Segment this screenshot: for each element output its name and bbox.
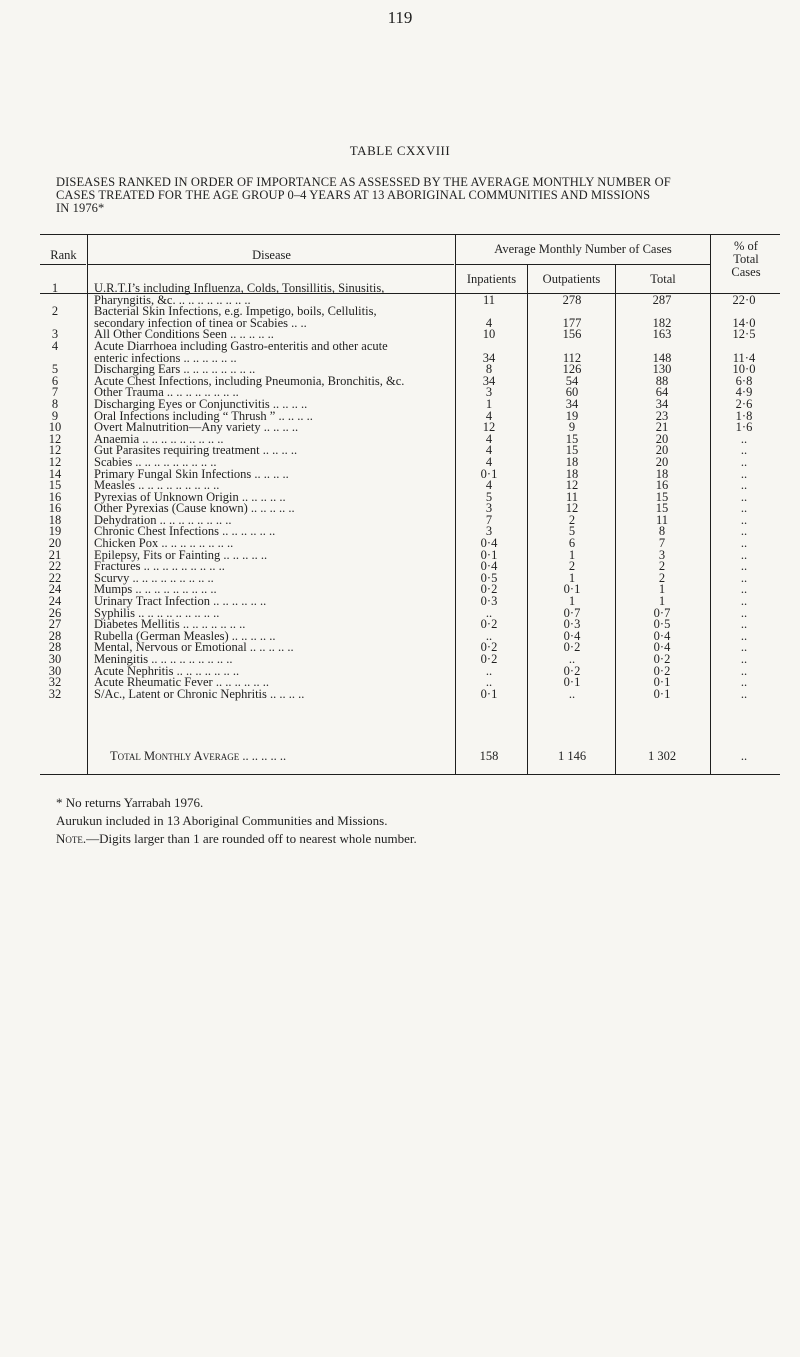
inpatients-cell: .. xyxy=(485,628,493,643)
total-cell: 0·1 xyxy=(653,675,671,690)
total-cell: 0·4 xyxy=(653,628,671,643)
inpatients-cell: .. xyxy=(485,605,493,620)
outpatients-cell: 112 xyxy=(562,350,582,365)
percent-cell: .. xyxy=(740,524,748,539)
footnote-note xyxy=(56,830,417,848)
total-cell: 20 xyxy=(655,431,669,446)
total-cell: 23 xyxy=(655,408,669,423)
total-cell: 15 xyxy=(655,501,669,516)
average-percent-divider xyxy=(710,234,711,774)
total-cell: 21 xyxy=(655,420,669,435)
total-cell: 2 xyxy=(658,559,666,574)
total-cell: 0·2 xyxy=(653,652,671,666)
percent-cell: .. xyxy=(740,594,748,609)
percent-cell: .. xyxy=(740,628,748,643)
percent-cell: .. xyxy=(740,663,748,678)
percent-cell: 2·6 xyxy=(735,396,753,411)
percent-cell: .. xyxy=(740,443,748,458)
rank-cell: 4 xyxy=(51,338,59,353)
inpatients-cell: 0·2 xyxy=(480,640,498,655)
inpatients-cell: 4 xyxy=(485,315,493,330)
total-percent: .. xyxy=(740,749,748,763)
outpatients-header: Outpatients xyxy=(542,272,601,286)
percent-cell: 6·8 xyxy=(735,373,753,388)
caption-line: IN 1976* xyxy=(56,201,105,215)
header-bottom-rule xyxy=(455,264,710,265)
percent-header xyxy=(712,240,780,279)
disease-line: Chronic Chest Infections .. .. .. .. .. .. xyxy=(94,524,276,539)
inpatients-cell: 3 xyxy=(485,385,493,400)
total-cell: 88 xyxy=(655,373,669,388)
inpatients-cell: 34 xyxy=(482,350,496,365)
footnote-asterisk: * No returns Yarrabah 1976. xyxy=(56,795,204,810)
percent-cell: .. xyxy=(740,536,748,551)
disease-line: Rubella (German Measles) .. .. .. .. .. xyxy=(94,628,276,643)
disease-line: Other Trauma .. .. .. .. .. .. .. .. xyxy=(94,385,239,400)
total-cell: 8 xyxy=(658,524,666,539)
disease-line: Scurvy .. .. .. .. .. .. .. .. .. xyxy=(94,570,214,585)
outpatients-cell: 156 xyxy=(562,327,582,342)
rank-cell: 30 xyxy=(48,652,62,666)
inpatients-cell: .. xyxy=(485,663,493,678)
outpatients-cell: 0·4 xyxy=(563,628,581,643)
percent-cell: .. xyxy=(740,652,748,666)
average-monthly-header: Average Monthly Number of Cases xyxy=(494,242,672,256)
inpatients-cell: 5 xyxy=(485,489,493,504)
disease-average-divider xyxy=(455,234,456,774)
rank-cell: 19 xyxy=(48,524,62,539)
rank-cell: 28 xyxy=(48,640,62,655)
rank-cell: 32 xyxy=(48,686,62,701)
total-inpatients: 158 xyxy=(479,749,499,763)
rank-cell: 14 xyxy=(48,466,62,481)
inpatients-outpatients-divider xyxy=(527,264,528,774)
outpatients-cell: 0·1 xyxy=(563,582,581,597)
disease-line: Discharging Eyes or Conjunctivitis .. .. .. .. xyxy=(94,396,308,411)
inpatients-cell: .. xyxy=(485,675,493,690)
inpatients-cell: 8 xyxy=(485,362,493,377)
rank-cell: 22 xyxy=(48,559,62,574)
disease-line: S/Ac., Latent or Chronic Nephritis .. .. .. .. xyxy=(94,686,305,701)
disease-line: Acute Diarrhoea including Gastro-enteritis and other acute xyxy=(94,338,388,353)
rank-cell: 20 xyxy=(48,536,62,551)
total-cell: 0·5 xyxy=(653,617,671,632)
inpatients-header: Inpatients xyxy=(466,272,517,286)
inpatients-cell: 0·3 xyxy=(480,594,498,609)
total-monthly-average-label: Total Monthly Average .. .. .. .. .. xyxy=(110,749,287,763)
percent-cell: .. xyxy=(740,617,748,632)
disease-line: Mumps .. .. .. .. .. .. .. .. .. xyxy=(94,582,217,597)
inpatients-column xyxy=(460,283,518,700)
disease-header: Disease xyxy=(252,248,291,262)
table-label: TABLE CXXVIII xyxy=(349,143,451,158)
inpatients-cell: 4 xyxy=(485,454,493,469)
total-cell: 20 xyxy=(655,443,669,458)
total-cell: 0·4 xyxy=(653,640,671,655)
rank-cell: 7 xyxy=(51,385,59,400)
percent-cell: .. xyxy=(740,605,748,620)
disease-line: Acute Rheumatic Fever .. .. .. .. .. .. xyxy=(94,675,269,690)
table-caption xyxy=(56,176,786,215)
inpatients-cell: 0·2 xyxy=(480,652,498,666)
total-cell: 163 xyxy=(652,327,672,342)
rank-cell: 3 xyxy=(51,327,59,342)
percent-cell: 4·9 xyxy=(735,385,753,400)
percent-header-line: Total xyxy=(733,252,759,266)
rank-disease-divider xyxy=(87,234,88,774)
outpatients-cell: 15 xyxy=(565,431,579,446)
total-cell: 11 xyxy=(655,512,669,527)
outpatients-cell: 0·1 xyxy=(563,675,581,690)
disease-line: Bacterial Skin Infections, e.g. Impetigo, boils, Cellulitis, xyxy=(94,304,377,319)
inpatients-cell: 4 xyxy=(485,443,493,458)
disease-line: Overt Malnutrition—Any variety .. .. .. .. xyxy=(94,420,299,435)
rank-cell: 12 xyxy=(48,431,62,446)
caption-line: CASES TREATED FOR THE AGE GROUP 0–4 YEARS AT 13 ABORIGINAL COMMUNITIES AND MISSIONS xyxy=(56,188,651,202)
rank-cell: 18 xyxy=(48,512,62,527)
inpatients-cell: 34 xyxy=(482,373,496,388)
table-top-rule xyxy=(40,234,780,235)
total-cell: 0·2 xyxy=(653,663,671,678)
rank-cell: 6 xyxy=(51,373,59,388)
inpatients-cell: 1 xyxy=(485,396,493,411)
outpatients-cell: 6 xyxy=(568,536,576,551)
header-bottom-rule-mid xyxy=(88,264,454,265)
outpatients-cell: 2 xyxy=(568,512,576,527)
percent-cell: .. xyxy=(740,582,748,597)
caption-line: DISEASES RANKED IN ORDER OF IMPORTANCE AS ASSESSED BY THE AVERAGE MONTHLY NUMBER OF xyxy=(56,175,671,189)
disease-column xyxy=(94,283,446,700)
rank-cell: 22 xyxy=(48,570,62,585)
inpatients-cell: 11 xyxy=(482,292,496,307)
percent-cell: .. xyxy=(740,466,748,481)
outpatients-cell: 11 xyxy=(565,489,579,504)
total-cell: 18 xyxy=(655,466,669,481)
total-cell: 15 xyxy=(655,489,669,504)
inpatients-cell: 0·1 xyxy=(480,466,498,481)
inpatients-cell: 4 xyxy=(485,408,493,423)
total-cell: 1 xyxy=(658,594,666,609)
outpatients-cell: 1 xyxy=(568,547,576,562)
disease-line: Urinary Tract Infection .. .. .. .. .. .. xyxy=(94,594,267,609)
disease-line: Pyrexias of Unknown Origin .. .. .. .. .. xyxy=(94,489,286,504)
total-cell: 1 xyxy=(658,582,666,597)
rank-cell: 12 xyxy=(48,443,62,458)
note-label: Note. xyxy=(56,831,87,846)
disease-line: Epilepsy, Fits or Fainting .. .. .. .. .. xyxy=(94,547,268,562)
total-cell: 7 xyxy=(658,536,666,551)
rank-cell: 28 xyxy=(48,628,62,643)
outpatients-cell: .. xyxy=(568,686,576,701)
total-cell: 3 xyxy=(658,547,666,562)
inpatients-cell: 4 xyxy=(485,478,493,493)
disease-line: Other Pyrexias (Cause known) .. .. .. .. .. xyxy=(94,501,295,516)
percent-cell: 10·0 xyxy=(732,362,756,377)
note-text: —Digits larger than 1 are rounded off to nearest whole number. xyxy=(86,831,417,846)
disease-line: Discharging Ears .. .. .. .. .. .. .. .. xyxy=(94,362,256,377)
outpatients-cell: 18 xyxy=(565,454,579,469)
total-cell: 16 xyxy=(655,478,669,493)
outpatients-cell: 0·2 xyxy=(563,640,581,655)
outpatients-cell: 0·2 xyxy=(563,663,581,678)
rank-cell: 9 xyxy=(51,408,59,423)
percent-cell: .. xyxy=(740,501,748,516)
inpatients-cell: 0·2 xyxy=(480,582,498,597)
disease-line: U.R.T.I’s including Influenza, Colds, Tonsillitis, Sinusitis, xyxy=(94,281,385,295)
outpatients-cell: 126 xyxy=(562,362,582,377)
percent-cell: .. xyxy=(740,478,748,493)
outpatients-cell: 34 xyxy=(565,396,579,411)
outpatients-cell: 0·3 xyxy=(563,617,581,632)
percent-cell: .. xyxy=(740,640,748,655)
percent-cell: .. xyxy=(740,512,748,527)
total-outpatients: 1 146 xyxy=(557,749,587,763)
percent-cell: .. xyxy=(740,570,748,585)
disease-line: Diabetes Mellitis .. .. .. .. .. .. .. xyxy=(94,617,246,632)
rank-cell: 30 xyxy=(48,663,62,678)
page-number: 119 xyxy=(387,8,413,27)
disease-line: Fractures .. .. .. .. .. .. .. .. .. xyxy=(94,559,225,574)
outpatients-cell: 1 xyxy=(568,594,576,609)
inpatients-cell: 4 xyxy=(485,431,493,446)
outpatients-cell: 5 xyxy=(568,524,576,539)
disease-line: Meningitis .. .. .. .. .. .. .. .. .. xyxy=(94,652,233,666)
disease-line: All Other Conditions Seen .. .. .. .. .. xyxy=(94,327,274,342)
outpatients-cell: 278 xyxy=(562,292,582,307)
percent-cell: .. xyxy=(740,686,748,701)
inpatients-cell: 0·4 xyxy=(480,559,498,574)
percent-cell: .. xyxy=(740,559,748,574)
rank-cell: 27 xyxy=(48,617,62,632)
rank-cell: 1 xyxy=(51,281,59,295)
inpatients-cell: 10 xyxy=(482,327,496,342)
total-cell: 287 xyxy=(652,292,672,307)
percent-cell: 1·6 xyxy=(735,420,753,435)
inpatients-cell: 12 xyxy=(482,420,496,435)
disease-line: Scabies .. .. .. .. .. .. .. .. .. xyxy=(94,454,217,469)
percent-cell: .. xyxy=(740,454,748,469)
percent-cell: 12·5 xyxy=(732,327,756,342)
disease-line: Mental, Nervous or Emotional .. .. .. .. .. xyxy=(94,640,294,655)
inpatients-cell: 0·1 xyxy=(480,686,498,701)
inpatients-cell: 0·5 xyxy=(480,570,498,585)
percent-cell: 14·0 xyxy=(732,315,756,330)
outpatients-cell: 177 xyxy=(562,315,582,330)
percent-cell: 11·4 xyxy=(732,350,756,365)
outpatients-column xyxy=(530,283,614,700)
percent-cell: .. xyxy=(740,489,748,504)
total-cell: 64 xyxy=(655,385,669,400)
rank-cell: 5 xyxy=(51,362,59,377)
total-cell: 2 xyxy=(658,570,666,585)
inpatients-cell: 0·4 xyxy=(480,536,498,551)
percent-column xyxy=(712,283,776,700)
rank-cell: 12 xyxy=(48,454,62,469)
table-bottom-rule xyxy=(40,774,780,775)
outpatients-cell: .. xyxy=(568,652,576,666)
disease-line: Acute Chest Infections, including Pneumonia, Bronchitis, &c. xyxy=(94,373,405,388)
outpatients-cell: 0·7 xyxy=(563,605,581,620)
header-bottom-rule-left xyxy=(40,264,86,265)
rank-cell: 8 xyxy=(51,396,59,411)
inpatients-cell: 0·2 xyxy=(480,617,498,632)
outpatients-cell: 12 xyxy=(565,501,579,516)
outpatients-cell: 9 xyxy=(568,420,576,435)
percent-cell: .. xyxy=(740,675,748,690)
percent-header-line: Cases xyxy=(731,265,761,279)
inpatients-cell: 0·1 xyxy=(480,547,498,562)
percent-cell: .. xyxy=(740,547,748,562)
rank-column xyxy=(40,283,70,700)
outpatients-cell: 1 xyxy=(568,570,576,585)
disease-line: Syphilis .. .. .. .. .. .. .. .. .. xyxy=(94,605,220,620)
disease-line: Measles .. .. .. .. .. .. .. .. .. xyxy=(94,478,220,493)
total-cell: 130 xyxy=(652,362,672,377)
total-cell: 0·1 xyxy=(653,686,671,701)
footnotes xyxy=(56,794,417,848)
outpatients-cell: 12 xyxy=(565,478,579,493)
outpatients-cell: 15 xyxy=(565,443,579,458)
total-header: Total xyxy=(650,272,676,286)
rank-cell: 16 xyxy=(48,501,62,516)
disease-line: Gut Parasites requiring treatment .. .. .. .. xyxy=(94,443,298,458)
inpatients-cell: 7 xyxy=(485,512,493,527)
percent-cell: .. xyxy=(740,431,748,446)
outpatients-cell: 60 xyxy=(565,385,579,400)
inpatients-cell: 3 xyxy=(485,501,493,516)
total-cell: 0·7 xyxy=(653,605,671,620)
rank-cell: 21 xyxy=(48,547,62,562)
rank-cell: 26 xyxy=(48,605,62,620)
total-column xyxy=(616,283,708,700)
outpatients-cell: 19 xyxy=(565,408,579,423)
percent-cell: 1·8 xyxy=(735,408,753,423)
rank-cell: 10 xyxy=(48,420,62,435)
rank-cell: 2 xyxy=(51,304,59,319)
total-cell: 20 xyxy=(655,454,669,469)
total-cell: 34 xyxy=(655,396,669,411)
inpatients-cell: 3 xyxy=(485,524,493,539)
rank-cell: 16 xyxy=(48,489,62,504)
disease-line: Oral Infections including “ Thrush ” .. .. .. .. xyxy=(94,408,313,423)
footnote-aurukun: Aurukun included in 13 Aboriginal Communities and Missions. xyxy=(56,813,388,828)
rank-header: Rank xyxy=(50,248,77,262)
total-cell: 182 xyxy=(652,315,672,330)
rank-cell: 15 xyxy=(48,478,62,493)
disease-line: Chicken Pox .. .. .. .. .. .. .. .. xyxy=(94,536,234,551)
percent-cell: 22·0 xyxy=(732,292,756,307)
total-cell: 148 xyxy=(652,350,672,365)
disease-line: Acute Nephritis .. .. .. .. .. .. .. xyxy=(94,663,240,678)
disease-line: Primary Fungal Skin Infections .. .. .. .. xyxy=(94,466,289,481)
disease-line: Pharyngitis, &c. .. .. .. .. .. .. .. .. xyxy=(94,292,251,307)
outpatients-cell: 18 xyxy=(565,466,579,481)
rank-cell: 24 xyxy=(48,582,62,597)
disease-line: Dehydration .. .. .. .. .. .. .. .. xyxy=(94,512,232,527)
disease-line: secondary infection of tinea or Scabies .. .. xyxy=(94,315,307,330)
outpatients-cell: 2 xyxy=(568,559,576,574)
total-total: 1 302 xyxy=(647,749,677,763)
outpatients-cell: 54 xyxy=(565,373,579,388)
rank-cell: 24 xyxy=(48,594,62,609)
percent-header-line: % of xyxy=(734,239,758,253)
disease-line: Anaemia .. .. .. .. .. .. .. .. .. xyxy=(94,431,224,446)
rank-cell: 32 xyxy=(48,675,62,690)
disease-line: enteric infections .. .. .. .. .. .. xyxy=(94,350,237,365)
